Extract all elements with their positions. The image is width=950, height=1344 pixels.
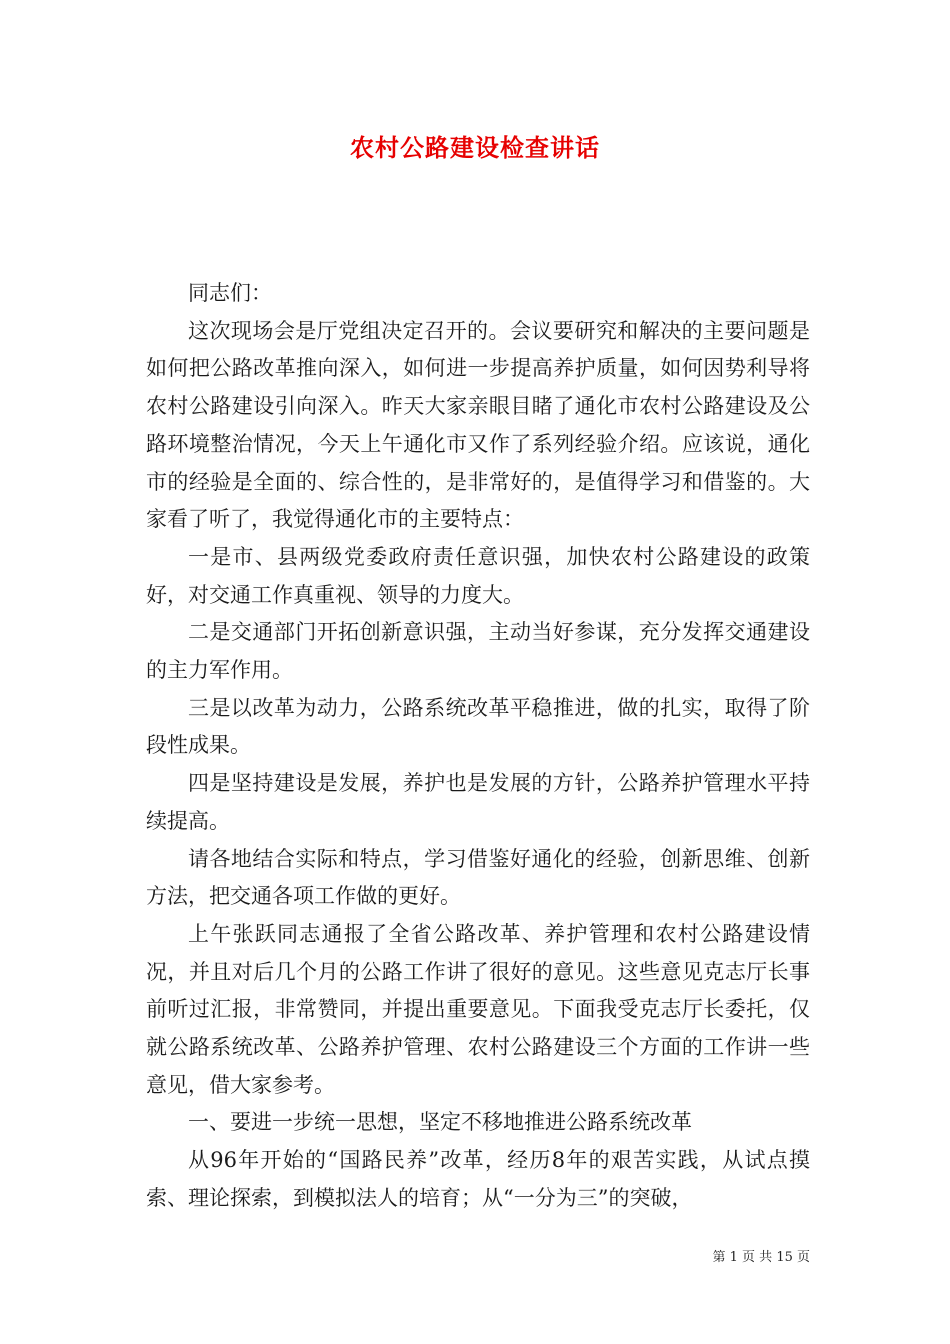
section-heading-one: 一、要进一步统一思想，坚定不移地推进公路系统改革	[188, 1110, 692, 1135]
document-body	[146, 275, 810, 1218]
paragraph-intro: 这次现场会是厅党组决定召开的。会议要研究和解决的主要问题是如何把公路改革推向深入，如何进一步提高养护质量，如何因势利导将农村公路建设引向深入。昨天大家亲眼目睹了通化市农村公路建设及公路环境整治情况，今天上午通化市又作了系列经验介绍。应该说，通化市的经验是全面的、综合性的，是非常好的，是值得学习和借鉴的。大家看了听了，我觉得通化市的主要特点：	[146, 318, 810, 532]
paragraph-point-one: 一是市、县两级党委政府责任意识强，加快农村公路建设的政策好，对交通工作真重视、领导的力度大。	[146, 544, 810, 607]
paragraph-call-to-learn: 请各地结合实际和特点，学习借鉴好通化的经验，创新思维、创新方法，把交通各项工作做的更好。	[146, 846, 810, 909]
paragraph-salutation: 同志们：	[188, 281, 272, 305]
page-number-footer: 第 1 页 共 15 页	[712, 1250, 810, 1265]
paragraph-point-two: 二是交通部门开拓创新意识强，主动当好参谋，充分发挥交通建设的主力军作用。	[146, 620, 810, 683]
paragraph-point-four: 四是坚持建设是发展，养护也是发展的方针，公路养护管理水平持续提高。	[146, 771, 810, 833]
document-title: 农村公路建设检查讲话	[350, 133, 600, 162]
paragraph-point-three: 三是以改革为动力，公路系统改革平稳推进，做的扎实，取得了阶段性成果。	[146, 695, 810, 758]
paragraph-morning-report: 上午张跃同志通报了全省公路改革、养护管理和农村公路建设情况，并且对后几个月的公路工作讲了很好的意见。这些意见克志厅长事前听过汇报，非常赞同，并提出重要意见。下面我受克志厅长委托，仅就公路系统改革、公路养护管理、农村公路建设三个方面的工作讲一些意见，借大家参考。	[146, 921, 810, 1097]
paragraph-reform-history: 从96年开始的“国路民养”改革，经历8年的艰苦实践，从试点摸索、理论探索，到模拟法人的培育；从“一分为三”的突破，	[146, 1148, 810, 1210]
